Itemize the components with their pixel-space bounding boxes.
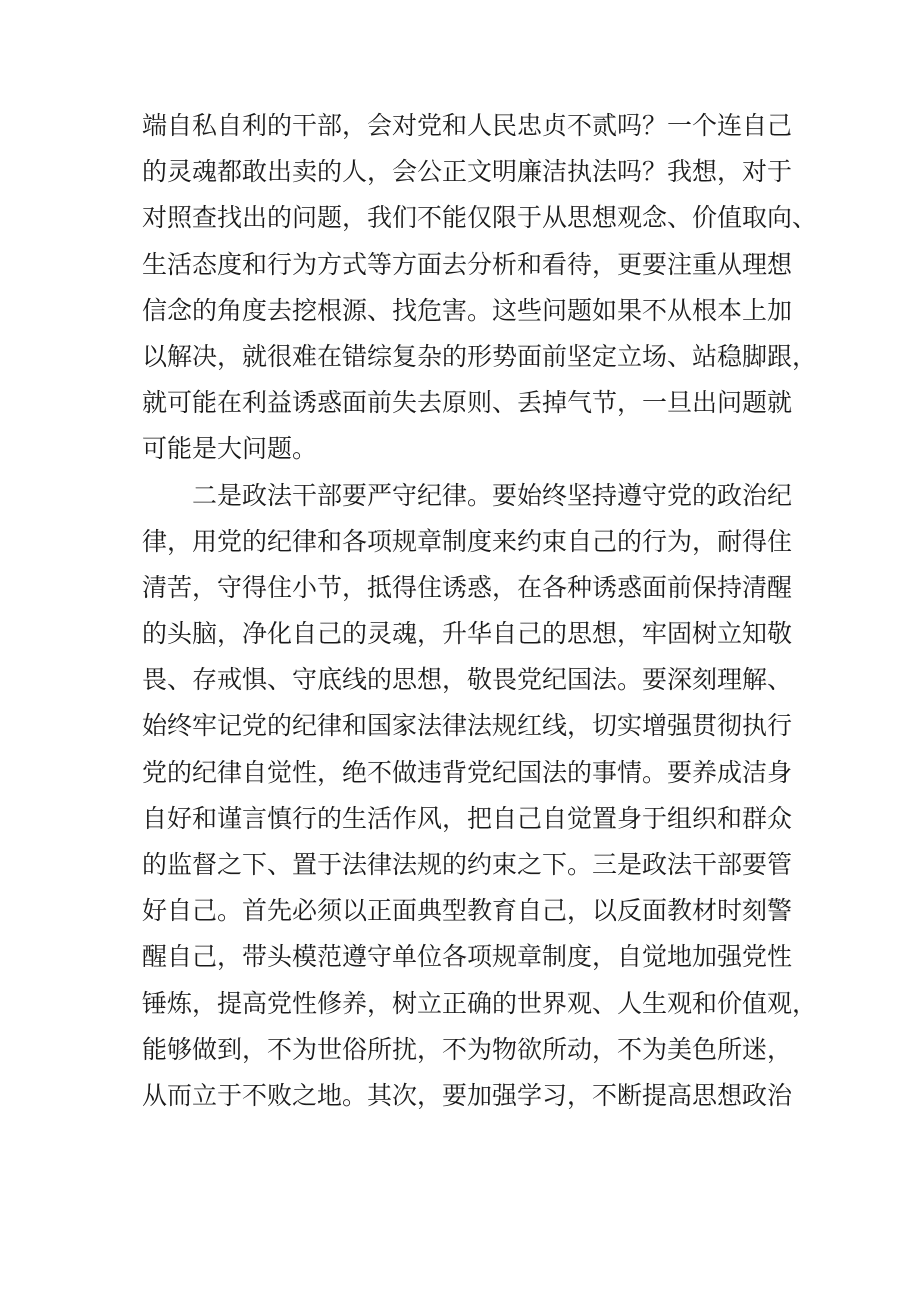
text-line: 能够做到，不为世俗所扰，不为物欲所动，不为美色所迷， bbox=[142, 1034, 793, 1064]
text-line: 始终牢记党的纪律和国家法律法规红线，切实增强贯彻执行 bbox=[142, 711, 793, 741]
text-line: 的监督之下、置于法律法规的约束之下。三是政法干部要管 bbox=[142, 850, 793, 879]
text-line-paragraph-end: 可能是大问题。 bbox=[142, 434, 318, 464]
text-line: 自好和谨言慎行的生活作风，把自己自觉置身于组织和群众 bbox=[142, 803, 793, 833]
text-line: 信念的角度去挖根源、找危害。这些问题如果不从根本上加 bbox=[142, 295, 793, 325]
text-line: 端自私自利的干部，会对党和人民忠贞不贰吗？一个连自己 bbox=[142, 111, 793, 140]
text-line: 畏、存戒惧、守底线的思想，敬畏党纪国法。要深刻理解、 bbox=[142, 665, 793, 695]
text-line: 生活态度和行为方式等方面去分析和看待，更要注重从理想 bbox=[142, 249, 793, 279]
text-line: 以解决，就很难在错综复杂的形势面前坚定立场、站稳脚跟， bbox=[142, 341, 818, 371]
text-line: 的头脑，净化自己的灵魂，升华自己的思想，牢固树立知敬 bbox=[142, 619, 793, 649]
text-line: 好自己。首先必须以正面典型教育自己，以反面教材时刻警 bbox=[142, 896, 793, 926]
text-line: 从而立于不败之地。其次，要加强学习，不断提高思想政治 bbox=[142, 1080, 793, 1110]
text-line: 醒自己，带头模范遵守单位各项规章制度，自觉地加强党性 bbox=[142, 942, 793, 972]
text-line: 清苦，守得住小节，抵得住诱惑，在各种诱惑面前保持清醒 bbox=[142, 572, 793, 602]
text-line: 对照查找出的问题，我们不能仅限于从思想观念、价值取向、 bbox=[142, 203, 818, 233]
text-line: 律，用党的纪律和各项规章制度来约束自己的行为，耐得住 bbox=[142, 526, 793, 556]
text-line-paragraph-start: 二是政法干部要严守纪律。要始终坚持遵守党的政治纪 bbox=[192, 480, 793, 510]
body-text bbox=[142, 103, 818, 1119]
text-line: 的灵魂都敢出卖的人，会公正文明廉洁执法吗？我想，对于 bbox=[142, 157, 793, 187]
text-line: 党的纪律自觉性，绝不做违背党纪国法的事情。要养成洁身 bbox=[142, 757, 793, 787]
text-line: 就可能在利益诱惑面前失去原则、丢掉气节，一旦出问题就 bbox=[142, 388, 793, 418]
text-line: 锤炼，提高党性修养，树立正确的世界观、人生观和价值观， bbox=[142, 988, 818, 1018]
